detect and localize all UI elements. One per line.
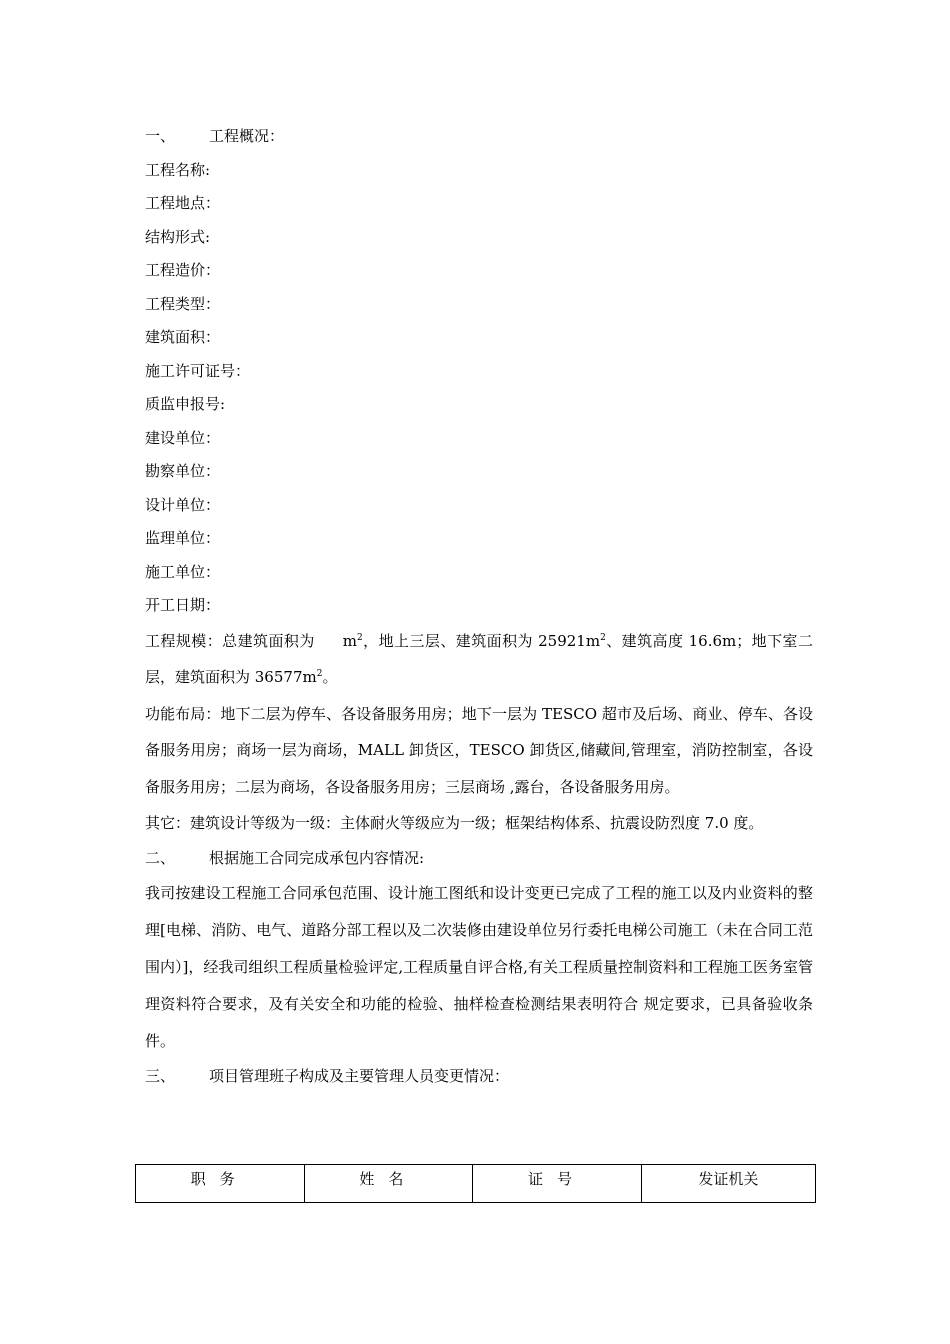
document-page — [145, 120, 813, 1094]
field-label: 施工许可证号： — [145, 361, 251, 380]
project-fields — [145, 154, 813, 623]
section-1-heading — [145, 120, 813, 154]
section-number: 三、 — [145, 1067, 176, 1085]
field-label: 建筑面积： — [145, 328, 221, 346]
contract-completion-text: 我司按建设工程施工合同承包范围、设计施工图纸和设计变更已完成了工程的施工以及内业资料的整理[电梯、消防、电气、道路分部工程以及二次装修由建设单位另行委托电梯公司施工（未在合同工范围内）]，经我司组织工程质量检验评定,工程质量自评合格,有关工程质量控制资料和工程施工医务室管理资料符合要求，及有关安全和功能的检验、抽样检查检测结果表明符合 规定要求，已具备验收条件。 — [145, 884, 813, 1050]
section-title: 项目管理班子构成及主要管理人员变更情况： — [209, 1067, 510, 1085]
field-label: 工程造价： — [145, 261, 221, 279]
functional-layout: 功能布局：地下二层为停车、各设备服务用房；地下一层为 TESCO 超市及后场、商业、停车、各设备服务用房；商场一层为商场，MALL 卸货区，TESCO 卸货区,储藏间,管理室，消防控制室，各设备服务用房；二层为商场，各设备服务用房；三层商场 ,露台，各设备服务用房。 — [145, 704, 813, 796]
section-number: 二、 — [145, 848, 176, 867]
field-label: 质监申报号: — [145, 395, 226, 413]
field-label: 开工日期： — [145, 596, 221, 614]
project-scale: 工程规模：总建筑面积为 $m^2$，地上三层、建筑面积为 $25921m^2$、建筑高度 16.6m；地下室二层，建筑面积为 $36577m^2$。 — [145, 631, 813, 686]
field-label: 工程类型： — [145, 294, 221, 313]
header-cert-number: 证号 — [473, 1165, 642, 1203]
section-title: 根据施工合同完成承包内容情况: — [209, 848, 425, 867]
header-position: 职务 — [136, 1165, 305, 1203]
field-label: 监理单位： — [145, 529, 221, 547]
field-label: 工程名称: — [145, 160, 211, 179]
management-team-table — [135, 1164, 816, 1203]
field-label: 勘察单位： — [145, 462, 221, 480]
header-name: 姓名 — [304, 1165, 473, 1203]
section-3-heading — [145, 1060, 813, 1094]
field-label: 工程地点： — [145, 194, 221, 212]
table-header-row — [136, 1165, 816, 1203]
field-label: 结构形式: — [145, 227, 211, 246]
other-info: 其它：建筑设计等级为一级：主体耐火等级应为一级；框架结构体系、抗震设防烈度 7.0 度。 — [145, 814, 764, 832]
header-issuing-authority: 发证机关 — [641, 1165, 815, 1203]
field-label: 建设单位： — [145, 428, 221, 447]
section-2-heading — [145, 842, 813, 876]
field-label: 施工单位： — [145, 562, 221, 581]
field-label: 设计单位： — [145, 495, 221, 514]
section-number: 一、 — [145, 127, 176, 145]
section-title: 工程概况： — [209, 127, 285, 145]
